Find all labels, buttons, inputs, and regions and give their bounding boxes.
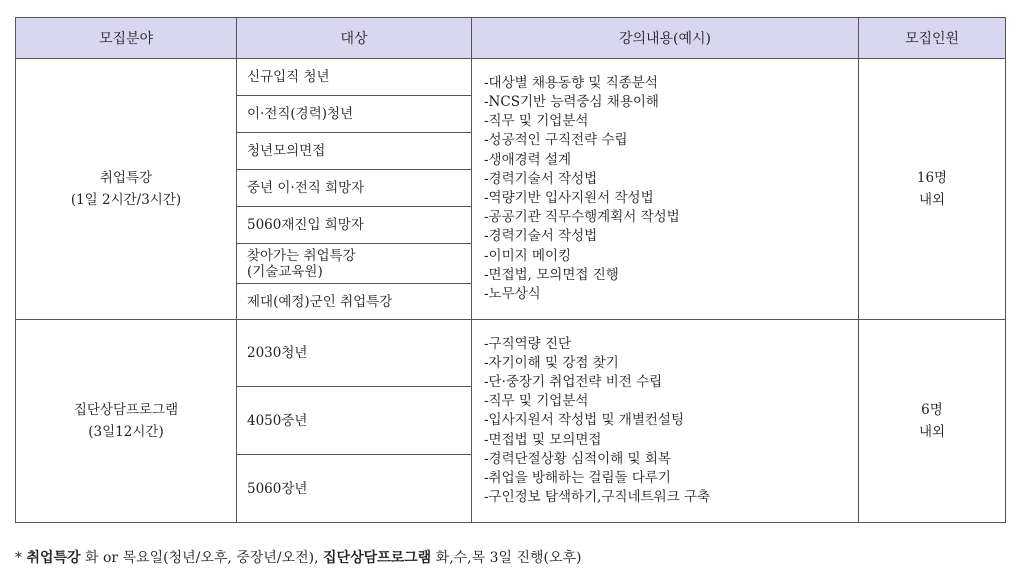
content-line: -단·중장기 취업전략 비전 수립 xyxy=(484,373,663,390)
table-row xyxy=(16,320,1006,387)
contents-cell xyxy=(472,59,859,320)
field-cell xyxy=(16,59,237,320)
content-line: -직무 및 기업분석 xyxy=(484,113,589,130)
content-line: -공공기관 직무수행계획서 작성법 xyxy=(484,209,680,226)
field-name: 집단상담프로그램 xyxy=(73,402,179,418)
content-line: -노무상식 xyxy=(484,286,541,303)
content-line: -자기이해 및 강점 찾기 xyxy=(484,354,619,371)
target-cell: 4050중년 xyxy=(237,387,472,455)
header-target: 대상 xyxy=(237,18,472,59)
footnote-bold-group: 집단상담프로그램 xyxy=(323,550,432,566)
content-line: -역량기반 입사지원서 작성법 xyxy=(484,190,654,206)
capacity-cell xyxy=(859,320,1006,523)
content-line: -면접법 및 모의면접 xyxy=(484,431,602,448)
content-line: -면접법, 모의면접 진행 xyxy=(484,266,619,283)
content-line: -취업을 방해하는 걸림돌 다루기 xyxy=(484,470,671,486)
target-cell: 2030청년 xyxy=(237,320,472,387)
header-contents: 강의내용(예시) xyxy=(472,18,859,59)
target-cell: 청년모의면접 xyxy=(237,133,472,170)
footnote xyxy=(15,547,582,567)
target-cell: 제대(예정)군인 취업특강 xyxy=(237,284,472,320)
target-cell: 5060장년 xyxy=(237,455,472,523)
content-line: -성공적인 구직전략 수립 xyxy=(484,132,628,149)
capacity-number: 6명 xyxy=(921,402,943,418)
contents-cell xyxy=(472,320,859,523)
content-line: -대상별 채용동향 및 직종분석 xyxy=(484,74,658,91)
target-cell: 중년 이·전직 희망자 xyxy=(237,170,472,207)
content-line: -이미지 메이킹 xyxy=(484,247,572,264)
capacity-unit: 내외 xyxy=(918,424,946,440)
footnote-text-group: 화,수,목 3일 진행(오후) xyxy=(431,550,582,566)
header-capacity: 모집인원 xyxy=(859,18,1006,59)
target-cell: 찾아가는 취업특강 (기술교육원) xyxy=(237,244,472,284)
target-cell: 신규입직 청년 xyxy=(237,59,472,96)
content-line: -경력단절상황 심적이해 및 회복 xyxy=(484,450,671,467)
content-line: -입사지원서 작성법 및 개별컨설팅 xyxy=(484,412,685,429)
content-line: -직무 및 기업분석 xyxy=(484,393,589,410)
field-name: 취업특강 xyxy=(99,170,153,186)
content-line: -구직역량 진단 xyxy=(484,335,572,352)
target-cell: 이·전직(경력)청년 xyxy=(237,96,472,133)
table-row xyxy=(16,59,1006,96)
content-line: -경력기술서 작성법 xyxy=(484,228,598,245)
capacity-number: 16명 xyxy=(916,170,948,186)
footnote-star: * xyxy=(15,550,27,566)
field-detail: (1일 2시간/3시간) xyxy=(70,192,182,208)
content-line: -경력기술서 작성법 xyxy=(484,170,598,187)
field-detail: (3일12시간) xyxy=(88,424,164,440)
content-line: -NCS기반 능력중심 채용이해 xyxy=(484,93,659,110)
footnote-text-lecture: 화 or 목요일(청년/오후, 중장년/오전), xyxy=(80,550,324,566)
header-field: 모집분야 xyxy=(16,18,237,59)
program-table xyxy=(15,17,1006,523)
capacity-cell xyxy=(859,59,1006,320)
capacity-unit: 내외 xyxy=(918,192,946,208)
header-row xyxy=(16,18,1006,59)
content-line: -생애경력 설계 xyxy=(484,151,572,168)
footnote-bold-lecture: 취업특강 xyxy=(26,550,81,566)
target-cell: 5060재진입 희망자 xyxy=(237,207,472,244)
content-line: -구인정보 탐색하기,구직네트워크 구축 xyxy=(484,489,711,506)
field-cell xyxy=(16,320,237,523)
